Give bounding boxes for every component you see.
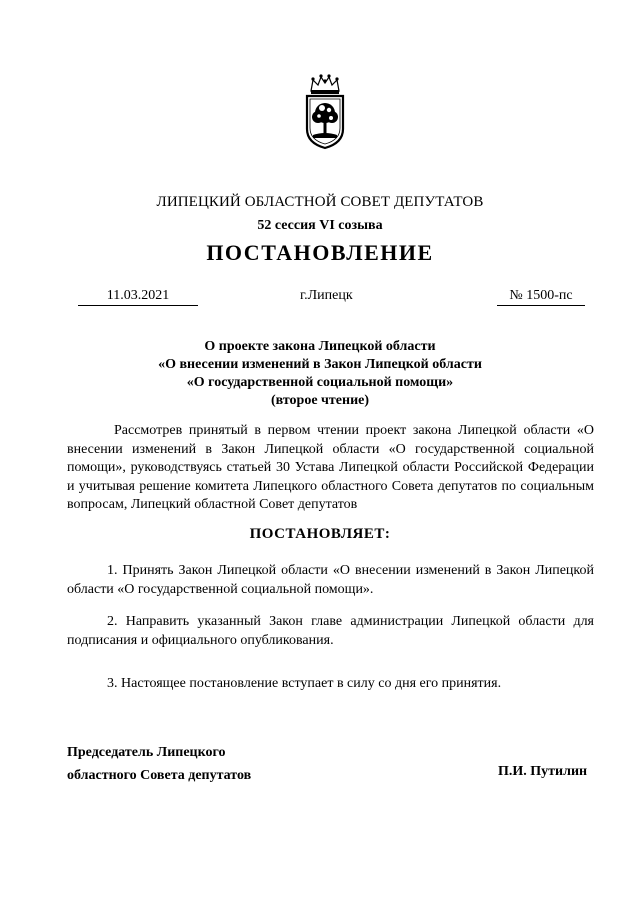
title-line: «О государственной социальной помощи» [186, 375, 454, 390]
decree-item-1: 1. Принять Закон Липецкой области «О внесении изменений в Закон Липецкой области «О государственной социальной помощи». [67, 563, 594, 597]
signatory-position-line: областного Совета депутатов [67, 768, 252, 783]
decree-item-2: 2. Направить указанный Закон главе администрации Липецкой области для подписания и официального опубликования. [67, 614, 594, 648]
signatory-position-line: Председатель Липецкого [67, 745, 226, 760]
preamble-paragraph: Рассмотрев принятый в первом чтении проект закона Липецкой области «О внесении изменений в Закон Липецкой области «О государственной социальной помощи», руководствуясь статьей 30 Устава Липецкой области Российской Федерации и учитывая решение комитета Липецкого областного Совета депутатов по социальным вопросам, Липецкий областной Совет депутатов [67, 423, 594, 512]
document-city: г.Липецк [300, 288, 353, 303]
document-date: 11.03.2021 [78, 288, 198, 306]
session-label: 52 сессия VI созыва [257, 218, 383, 233]
signatory-name: П.И. Путилин [498, 764, 588, 779]
decree-heading: ПОСТАНОВЛЯЕТ: [249, 526, 391, 542]
lipetsk-oblast-coat-of-arms-icon [301, 71, 349, 151]
title-line: «О внесении изменений в Закон Липецкой области [158, 357, 482, 372]
decree-item-3: 3. Настоящее постановление вступает в силу со дня его принятия. [107, 676, 502, 691]
council-name: ЛИПЕЦКИЙ ОБЛАСТНОЙ СОВЕТ ДЕПУТАТОВ [156, 194, 484, 210]
document-number: № 1500-пс [497, 288, 585, 306]
title-line: (второе чтение) [270, 393, 370, 408]
signatory-position [67, 741, 251, 787]
title-line: О проекте закона Липецкой области [204, 339, 436, 354]
document-title [0, 338, 640, 410]
document-type-heading: ПОСТАНОВЛЕНИЕ [206, 240, 434, 265]
